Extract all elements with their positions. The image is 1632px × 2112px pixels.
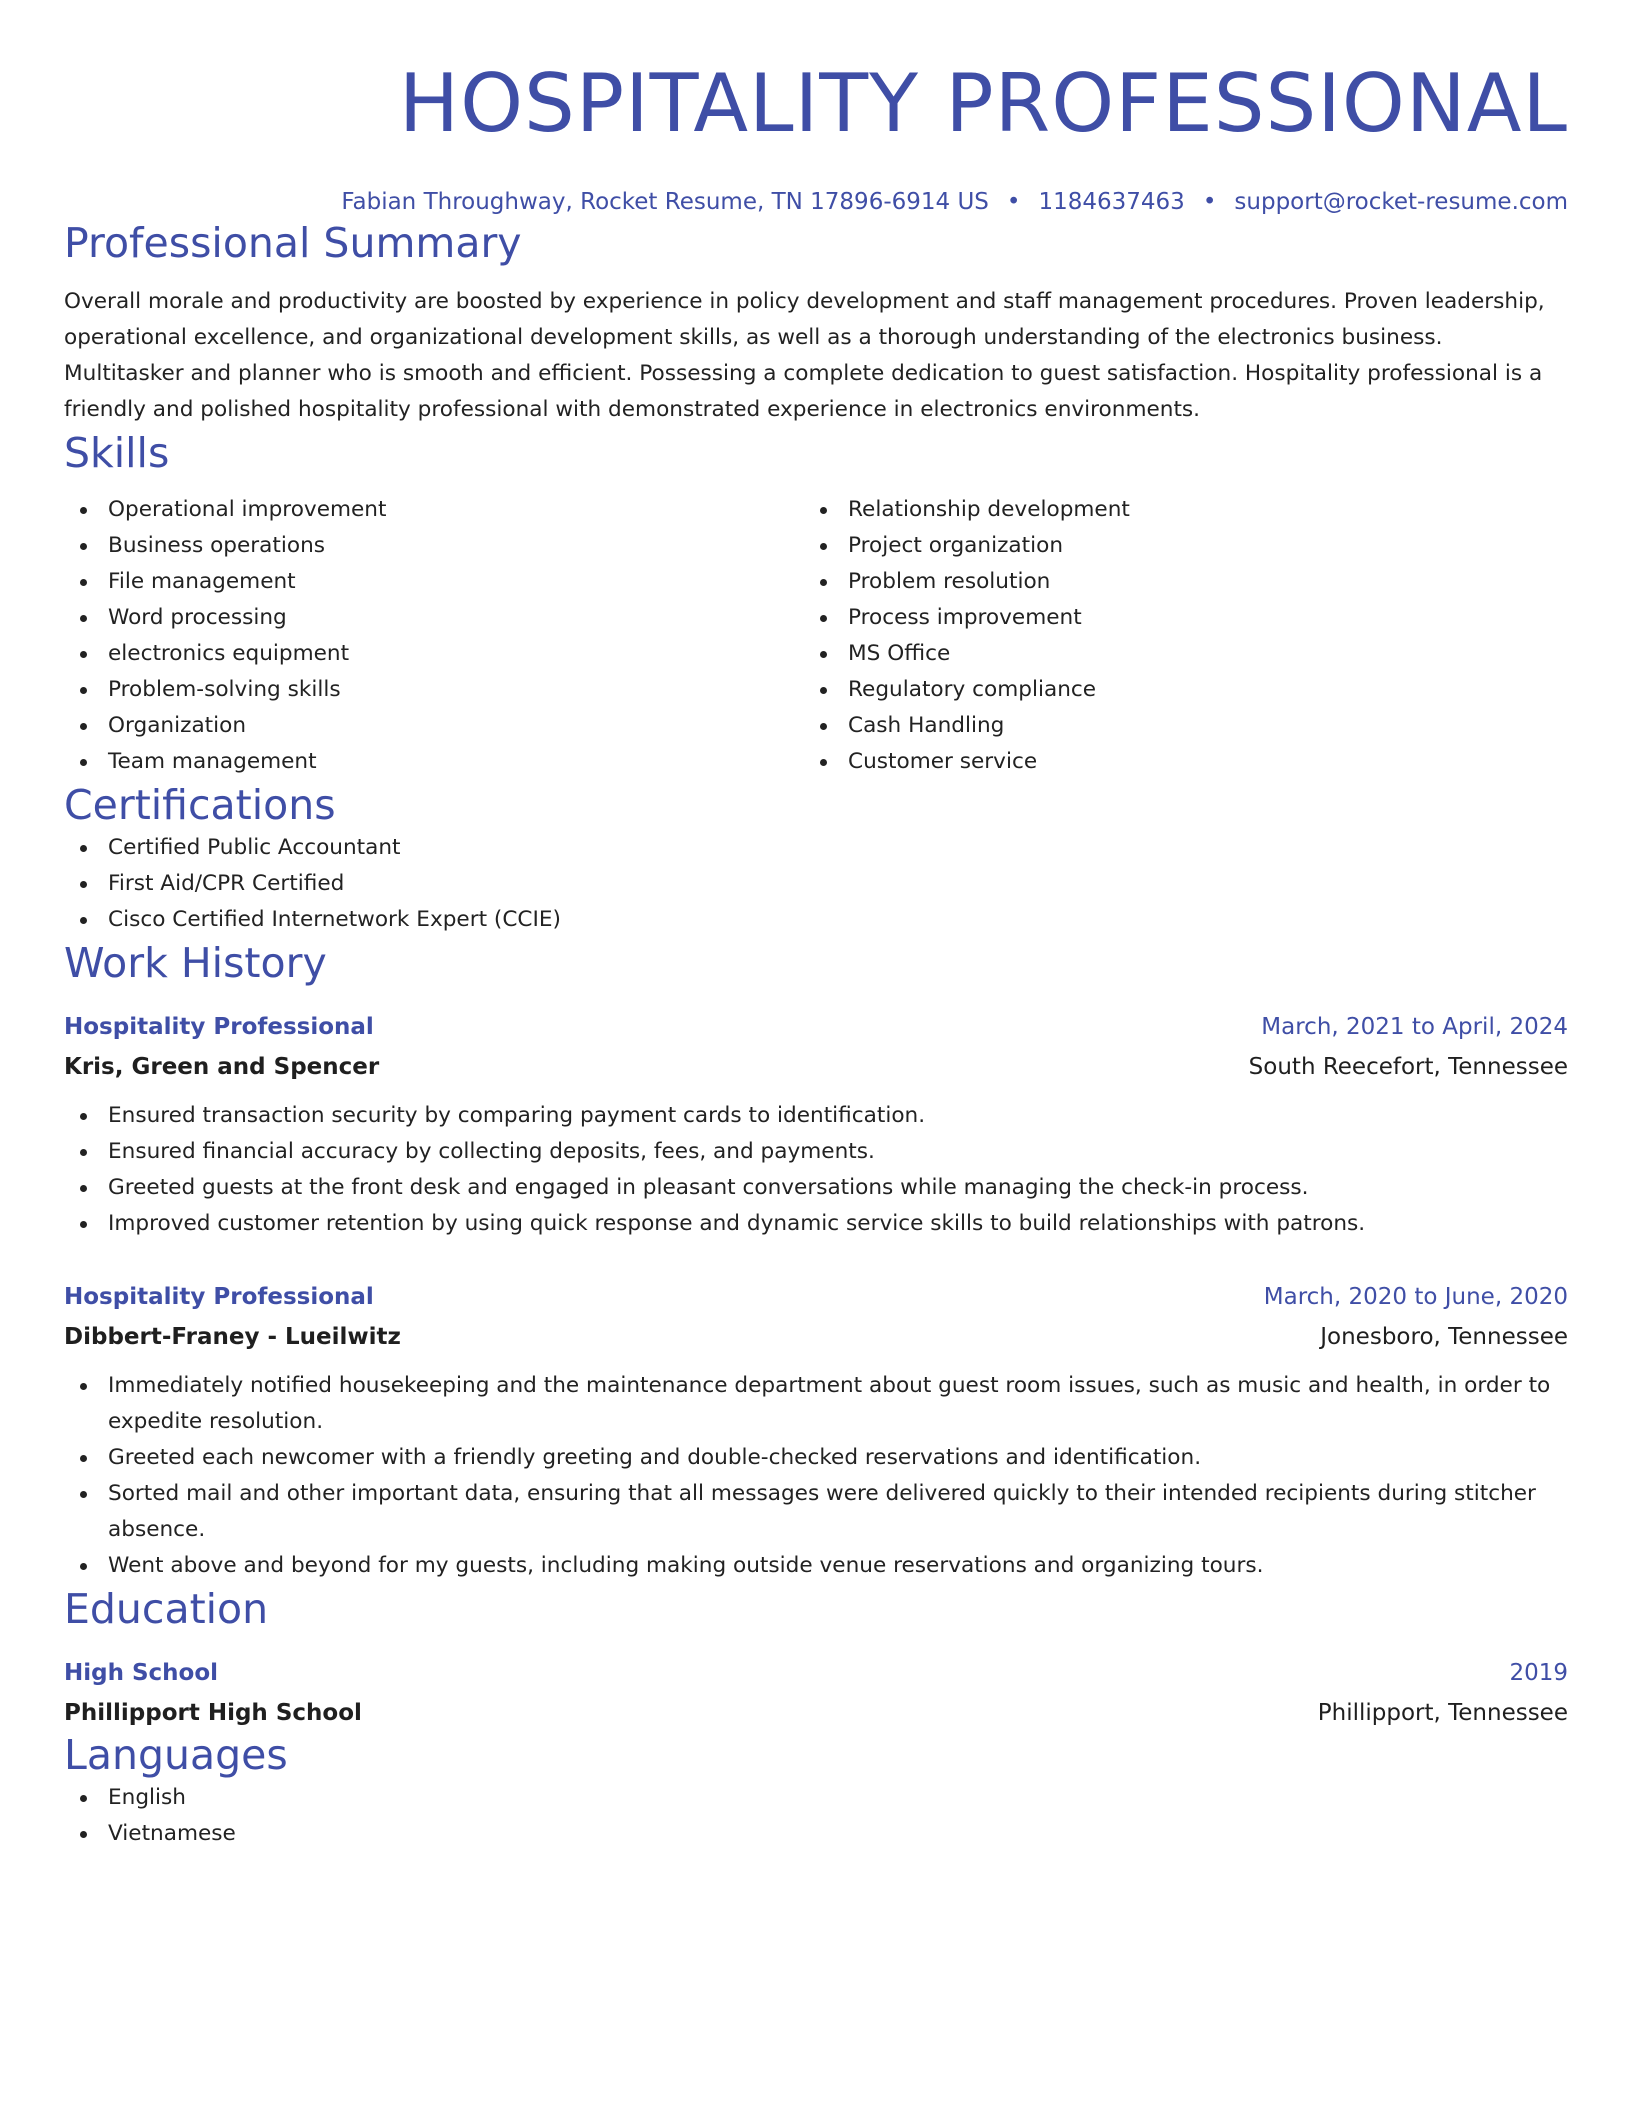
skill-item: Operational improvement	[64, 492, 804, 528]
skill-item: Project organization	[804, 528, 1544, 564]
skills-list-right	[804, 492, 1544, 780]
job-entry	[64, 1010, 1568, 1242]
contact-email: support@rocket-resume.com	[1234, 189, 1568, 215]
language-item: English	[64, 1780, 1568, 1816]
job-location: South Reecefort, Tennessee	[1248, 1054, 1568, 1080]
job-header-row	[64, 1280, 1568, 1314]
job-dates: March, 2020 to June, 2020	[1263, 1284, 1568, 1310]
education-year: 2019	[1509, 1660, 1568, 1686]
job-bullet: Improved customer retention by using quick response and dynamic service skills to build relationships with patrons.	[64, 1206, 1568, 1242]
education-subheader-row	[64, 1690, 1568, 1730]
resume-name: HOSPITALITY PROFESSIONAL	[398, 57, 1568, 150]
job-role: Hospitality Professional	[64, 1014, 374, 1040]
skill-item: Team management	[64, 744, 804, 780]
job-bullet: Greeted guests at the front desk and engaged in pleasant conversations while managing the check-in process.	[64, 1170, 1568, 1206]
job-bullet: Ensured transaction security by comparing payment cards to identification.	[64, 1098, 1568, 1134]
section-title-certifications: Certifications	[64, 781, 336, 829]
job-dates: March, 2021 to April, 2024	[1261, 1014, 1568, 1040]
skill-item: Process improvement	[804, 600, 1544, 636]
skill-item: Customer service	[804, 744, 1544, 780]
education-degree: High School	[64, 1660, 219, 1686]
job-subheader-row	[64, 1314, 1568, 1354]
skill-item: File management	[64, 564, 804, 600]
summary-text: Overall morale and productivity are boosted by experience in policy development and staff management procedures. Proven leadership, operational excellence, and organizational development skills, as well as a thorough understanding of the electronics business. Multitasker and planner who is smooth and efficient. Possessing a complete dedication to guest satisfaction. Hospitality professional is a friendly and polished hospitality professional with demonstrated experience in electronics environments.	[64, 289, 1545, 422]
skill-item: Business operations	[64, 528, 804, 564]
language-item: Vietnamese	[64, 1816, 1568, 1852]
skill-item: Problem resolution	[804, 564, 1544, 600]
job-company: Dibbert-Franey - Lueilwitz	[64, 1324, 401, 1350]
job-bullets	[64, 1368, 1568, 1584]
job-bullet: Went above and beyond for my guests, including making outside venue reservations and organizing tours.	[64, 1548, 1568, 1584]
certification-item: Cisco Certified Internetwork Expert (CCIE)	[64, 902, 1568, 938]
skill-item: Organization	[64, 708, 804, 744]
contact-separator: •	[1006, 189, 1021, 215]
job-bullet: Greeted each newcomer with a friendly greeting and double-checked reservations and identification.	[64, 1440, 1568, 1476]
job-entry	[64, 1280, 1568, 1584]
job-bullet: Immediately notified housekeeping and the maintenance department about guest room issues, such as music and health, in order to expedite resolution.	[64, 1368, 1568, 1440]
job-role: Hospitality Professional	[64, 1284, 374, 1310]
job-bullet: Sorted mail and other important data, ensuring that all messages were delivered quickly to their intended recipients during stitcher absence.	[64, 1476, 1568, 1548]
skill-item: MS Office	[804, 636, 1544, 672]
job-bullets	[64, 1098, 1568, 1242]
skill-item: electronics equipment	[64, 636, 804, 672]
certifications-list	[64, 830, 1568, 938]
skill-item: Word processing	[64, 600, 804, 636]
section-title-summary: Professional Summary	[64, 219, 522, 267]
skill-item: Relationship development	[804, 492, 1544, 528]
certification-item: First Aid/CPR Certified	[64, 866, 1568, 902]
skill-item: Regulatory compliance	[804, 672, 1544, 708]
skills-columns	[64, 492, 1568, 780]
section-title-education: Education	[64, 1585, 269, 1633]
education-school: Phillipport High School	[64, 1700, 362, 1726]
contact-separator: •	[1202, 189, 1217, 215]
job-location: Jonesboro, Tennessee	[1320, 1324, 1568, 1350]
skill-item: Problem-solving skills	[64, 672, 804, 708]
job-company: Kris, Green and Spencer	[64, 1054, 380, 1080]
education-header-row	[64, 1656, 1568, 1690]
languages-list	[64, 1780, 1568, 1852]
education-location: Phillipport, Tennessee	[1317, 1700, 1568, 1726]
section-title-skills: Skills	[64, 429, 170, 477]
skills-list-left	[64, 492, 804, 780]
contact-address: Fabian Throughway, Rocket Resume, TN 17896-6914 US	[341, 189, 989, 215]
education-entry	[64, 1656, 1568, 1730]
job-subheader-row	[64, 1044, 1568, 1084]
section-title-languages: Languages	[64, 1731, 288, 1779]
job-bullet: Ensured financial accuracy by collecting deposits, fees, and payments.	[64, 1134, 1568, 1170]
skill-item: Cash Handling	[804, 708, 1544, 744]
certification-item: Certified Public Accountant	[64, 830, 1568, 866]
job-header-row	[64, 1010, 1568, 1044]
contact-phone: 1184637463	[1038, 189, 1185, 215]
contact-line	[64, 186, 1568, 218]
section-title-work-history: Work History	[64, 939, 327, 987]
